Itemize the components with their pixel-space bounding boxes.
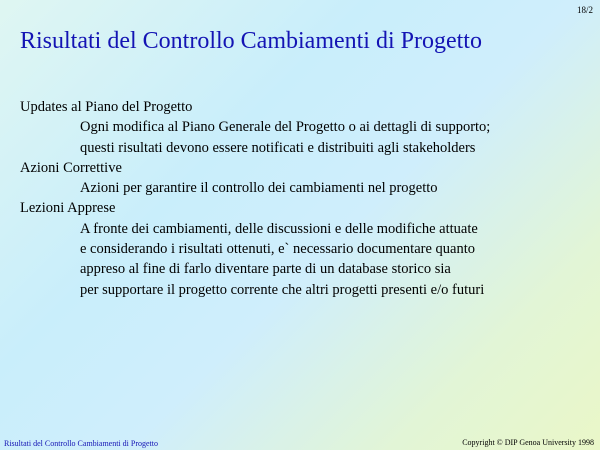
slide-content [20,97,590,300]
footer-copyright: Copyright © DIP Genoa University 1998 [462,438,594,447]
section-heading: Azioni Correttive [20,159,122,176]
text-line: Ogni modifica al Piano Generale del Progetto o ai dettagli di supporto; [80,119,491,136]
text-line: A fronte dei cambiamenti, delle discussioni e delle modifiche attuate [80,220,478,237]
footer-title: Risultati del Controllo Cambiamenti di Progetto [4,439,158,448]
section-text [20,219,590,300]
section-updates-piano [20,97,590,158]
section-azioni-correttive [20,158,590,199]
text-line: e considerando i risultati ottenuti, e` necessario documentare quanto [80,241,475,258]
text-line: questi risultati devono essere notificati e distribuiti agli stakeholders [80,139,476,156]
section-heading: Lezioni Apprese [20,200,116,217]
text-line: per supportare il progetto corrente che altri progetti presenti e/o futuri [80,281,485,298]
slide-title: Risultati del Controllo Cambiamenti di Progetto [20,28,482,54]
section-text [20,178,590,198]
page-number: 18/2 [576,5,593,15]
text-line: Azioni per garantire il controllo dei cambiamenti nel progetto [80,180,438,197]
section-lezioni-apprese [20,198,590,299]
section-heading: Updates al Piano del Progetto [20,99,193,115]
section-text [20,117,590,158]
text-line: appreso al fine di farlo diventare parte di un database storico sia [80,261,451,278]
